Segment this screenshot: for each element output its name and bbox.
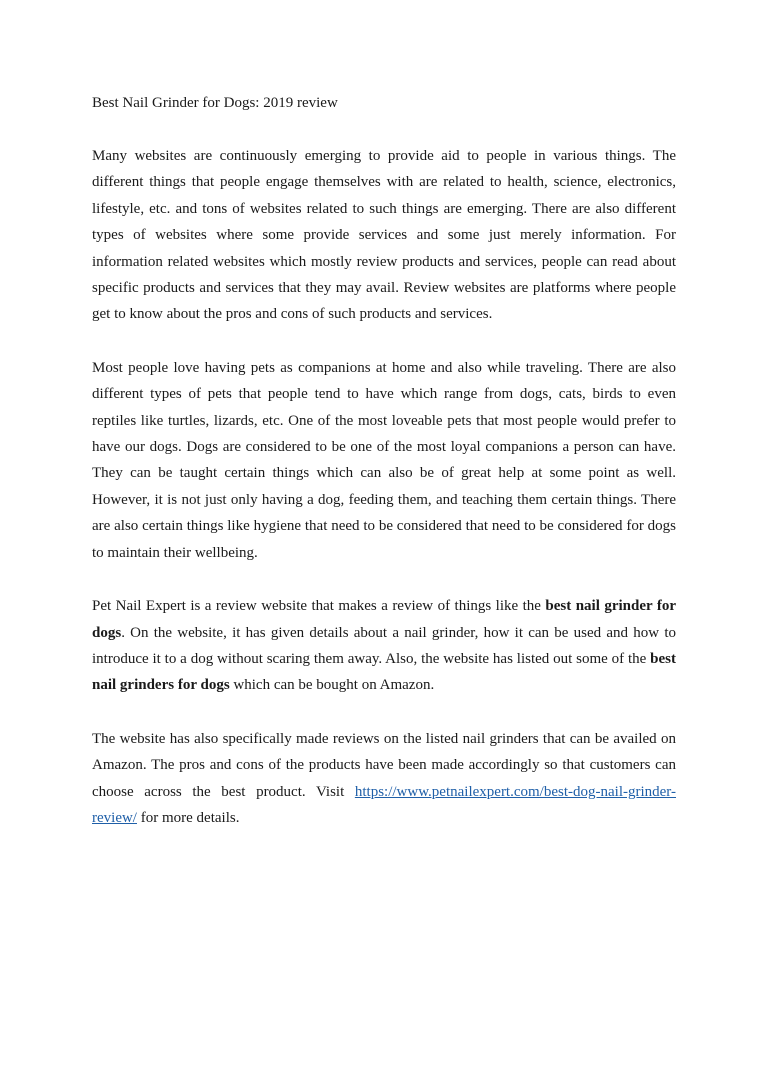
bold-keyword: best nail grinders for dogs [92, 650, 676, 694]
paragraph-reviews [92, 726, 676, 832]
document-page [92, 90, 676, 858]
text-segment: The website has also specifically made reviews on the listed nail grinders that can be availed on Amazon. The pros and cons of the products have been made accordingly so that customers can choose across the best product. Visit [92, 730, 676, 800]
text-segment: . On the website, it has given details about a nail grinder, how it can be used and how to introduce it to a dog without scaring them away. Also, the website has listed out some of the [92, 624, 676, 667]
text-segment: for more details. [136, 809, 240, 826]
bold-keyword: best nail grinder for dogs [92, 598, 676, 641]
review-link[interactable]: https://www.petnailexpert.com/best-dog-nail-grinder-review/ [92, 783, 676, 826]
paragraph-pets: Most people love having pets as companions at home and also while traveling. There are also different types of pets that people tend to have which range from dogs, cats, birds to even reptiles like turtles, lizards, etc. One of the most loveable pets that most people would prefer to have our dogs. Dogs are considered to be one of the most loyal companions a person can have. They can be taught certain things which can also be of great help at some point as well. However, it is not just only having a dog, feeding them, and teaching them certain things. There are also certain things like hygiene that need to be considered that need to be considered for dogs to maintain their wellbeing. [92, 359, 676, 561]
document-title: Best Nail Grinder for Dogs: 2019 review [92, 95, 338, 111]
text-segment: Pet Nail Expert is a review website that makes a review of things like the [92, 598, 546, 615]
paragraph-pet-nail-expert [92, 593, 676, 699]
text-segment: which can be bought on Amazon. [229, 677, 435, 694]
paragraph-websites: Many websites are continuously emerging to provide aid to people in various things. The different things that people engage themselves with are related to health, science, electronics, lifestyle, etc. and tons of websites related to such things are emerging. There are also different types of websites where some provide services and some just merely information. For information related websites which mostly review products and services, people can read about specific products and services that they may avail. Review websites are platforms where people get to know about the pros and cons of such products and services. [92, 148, 676, 323]
